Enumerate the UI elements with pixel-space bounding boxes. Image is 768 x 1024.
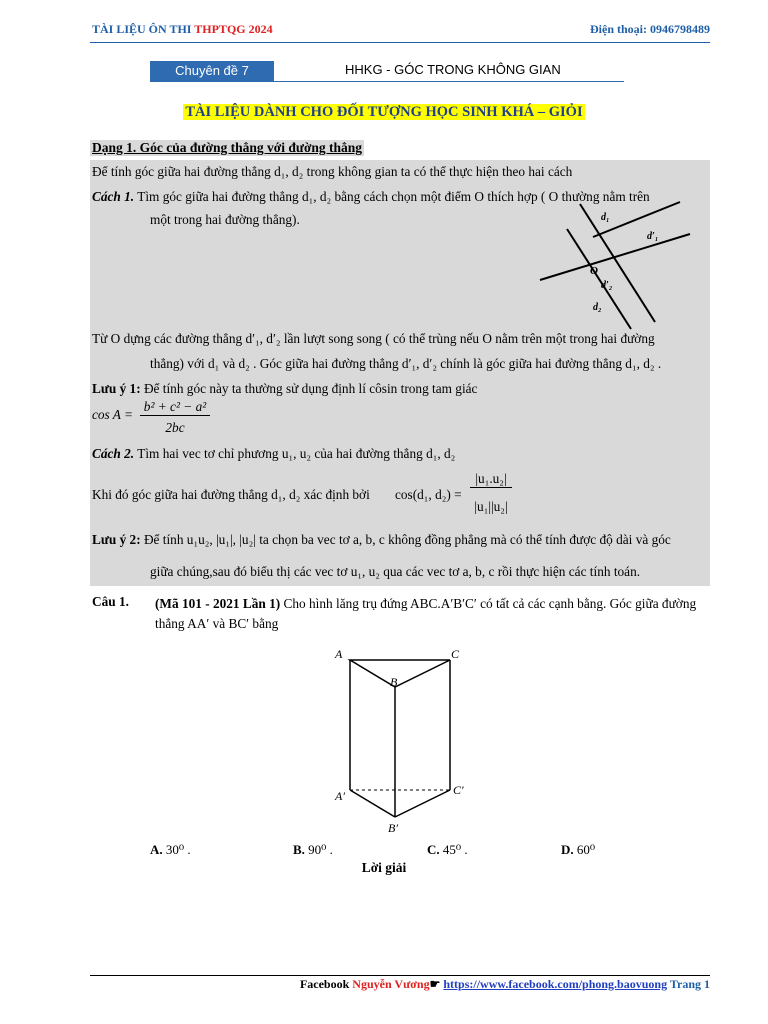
footer-link[interactable]: https://www.facebook.com/phong.baovuong bbox=[443, 977, 668, 991]
luuy1-label: Lưu ý 1: bbox=[92, 381, 141, 396]
cach1-text2: một trong hai đường thẳng). bbox=[150, 212, 300, 227]
cos-formula-num: |u₁.u₂| bbox=[470, 471, 512, 488]
question-label: Câu 1. bbox=[92, 594, 129, 609]
edge-B1C1 bbox=[395, 790, 450, 817]
luuy1-line bbox=[92, 381, 477, 397]
label-O: O bbox=[590, 265, 598, 277]
cos-formula-den: |u₁||u₂| bbox=[474, 499, 508, 514]
cach1-text: Tìm góc giữa hai đường thẳng d₁, d₂ bằng cách chọn một điểm O thích hợp ( O thường nằm trên bbox=[137, 189, 650, 204]
header-divider bbox=[90, 42, 710, 43]
line-d1-prime bbox=[540, 234, 690, 280]
answer-a-letter: A. bbox=[150, 842, 163, 857]
pointing-hand-icon: ☛ bbox=[429, 977, 444, 991]
question-source: (Mã 101 - 2021 Lần 1) bbox=[155, 596, 281, 611]
cach1-label: Cách 1. bbox=[92, 189, 135, 204]
tu-o-line1: Từ O dựng các đường thẳng d′₁, d′₂ lần lượt song song ( có thể trùng nếu O nằm trên một trong hai đường bbox=[92, 331, 655, 346]
vertex-A: A bbox=[335, 647, 343, 661]
line-d2 bbox=[567, 229, 631, 329]
lines-figure bbox=[535, 192, 695, 332]
label-d1: d₁ bbox=[601, 212, 610, 223]
answer-c-letter: C. bbox=[427, 842, 440, 857]
tu-o-line2: thẳng) với d₁ và d₂ . Góc giữa hai đường thẳng d′₁, d′₂ chính là góc giữa hai đường thẳng d₁, d₂ . bbox=[150, 356, 662, 371]
answer-d-value: 60⁰ bbox=[576, 842, 596, 857]
header-exam: THPTQG 2024 bbox=[194, 22, 273, 36]
formula-lhs: cos A = bbox=[92, 407, 133, 422]
answer-b[interactable] bbox=[293, 842, 333, 858]
header-title: TÀI LIỆU ÔN THI bbox=[92, 22, 195, 36]
header-phone: Điện thoại: 0946798489 bbox=[590, 22, 710, 36]
answer-b-value: 90⁰ . bbox=[308, 842, 333, 857]
chapter-badge: Chuyên đề 7 bbox=[150, 61, 274, 81]
chapter-underline bbox=[150, 81, 624, 82]
footer-page: Trang 1 bbox=[667, 977, 710, 991]
luuy2-line bbox=[92, 532, 671, 548]
vertex-B1: B′ bbox=[388, 821, 398, 835]
top-face bbox=[350, 660, 450, 687]
answer-c[interactable] bbox=[427, 842, 468, 858]
answer-a[interactable] bbox=[150, 842, 191, 858]
vertex-A1: A′ bbox=[335, 789, 345, 803]
vertex-C1: C′ bbox=[453, 783, 464, 797]
level-title bbox=[0, 104, 768, 121]
cach2-line bbox=[92, 446, 455, 462]
answer-d[interactable] bbox=[561, 842, 595, 858]
luuy2-label: Lưu ý 2: bbox=[92, 532, 141, 547]
chapter-topic: HHKG - GÓC TRONG KHÔNG GIAN bbox=[345, 62, 561, 77]
intro-text: Để tính góc giữa hai đường thẳng d₁, d₂ trong không gian ta có thể thực hiện theo hai cách bbox=[92, 164, 573, 179]
line-d2-prime bbox=[580, 204, 655, 322]
vertex-C: C bbox=[451, 647, 460, 661]
khi-do-text: Khi đó góc giữa hai đường thẳng d₁, d₂ xác định bởi bbox=[92, 487, 370, 502]
answer-d-letter: D. bbox=[561, 842, 574, 857]
question-text bbox=[155, 594, 710, 634]
footer-facebook: Facebook bbox=[299, 977, 353, 991]
cach2-text: Tìm hai vec tơ chỉ phương u₁, u₂ của hai đường thẳng d₁, d₂ bbox=[137, 446, 456, 461]
answer-b-letter: B. bbox=[293, 842, 305, 857]
formula-numerator: b² + c² − a² bbox=[140, 399, 210, 416]
footer bbox=[300, 977, 710, 992]
luuy2-text2: giữa chúng,sau đó biểu thị các vec tơ u₁, u₂ qua các vec tơ a, b, c rồi thực hiện các tính toán. bbox=[150, 564, 641, 579]
prism-figure bbox=[330, 642, 470, 837]
section-title: Dạng 1. Góc của đường thẳng với đường thẳng bbox=[92, 140, 363, 155]
cach2-label: Cách 2. bbox=[92, 446, 135, 461]
label-d2: d₂ bbox=[593, 302, 602, 313]
footer-divider bbox=[90, 975, 710, 976]
answer-c-value: 45⁰ . bbox=[442, 842, 468, 857]
formula-denominator: 2bc bbox=[165, 420, 185, 435]
label-d2-prime: d′₂ bbox=[601, 280, 613, 291]
luuy2-text: Để tính u₁u₂, |u₁|, |u₂| ta chọn ba vec tơ a, b, c không đồng phẳng mà có thể tính được độ dài và góc bbox=[143, 532, 671, 547]
header-left bbox=[92, 22, 273, 37]
footer-author: Nguyễn Vương bbox=[352, 977, 430, 991]
edge-A1B1 bbox=[350, 790, 395, 817]
cosine-formula bbox=[92, 407, 133, 423]
solution-label: Lời giải bbox=[361, 860, 407, 875]
answer-a-value: 30⁰ . bbox=[165, 842, 191, 857]
level-title-text: TÀI LIỆU DÀNH CHO ĐỐI TƯỢNG HỌC SINH KHÁ – GIỎI bbox=[185, 104, 583, 120]
vertex-B: B bbox=[390, 675, 398, 689]
luuy1-text: Để tính góc này ta thường sử dụng định lí côsin trong tam giác bbox=[143, 381, 478, 396]
label-d1-prime: d′₁ bbox=[647, 231, 659, 242]
question-body: Cho hình lăng trụ đứng ABC.A′B′C′ có tất cả các cạnh bằng. Góc giữa đường thẳng AA′ và BC′ bằng bbox=[155, 596, 697, 631]
cos-formula-lhs: cos(d₁, d₂) = bbox=[395, 487, 462, 502]
